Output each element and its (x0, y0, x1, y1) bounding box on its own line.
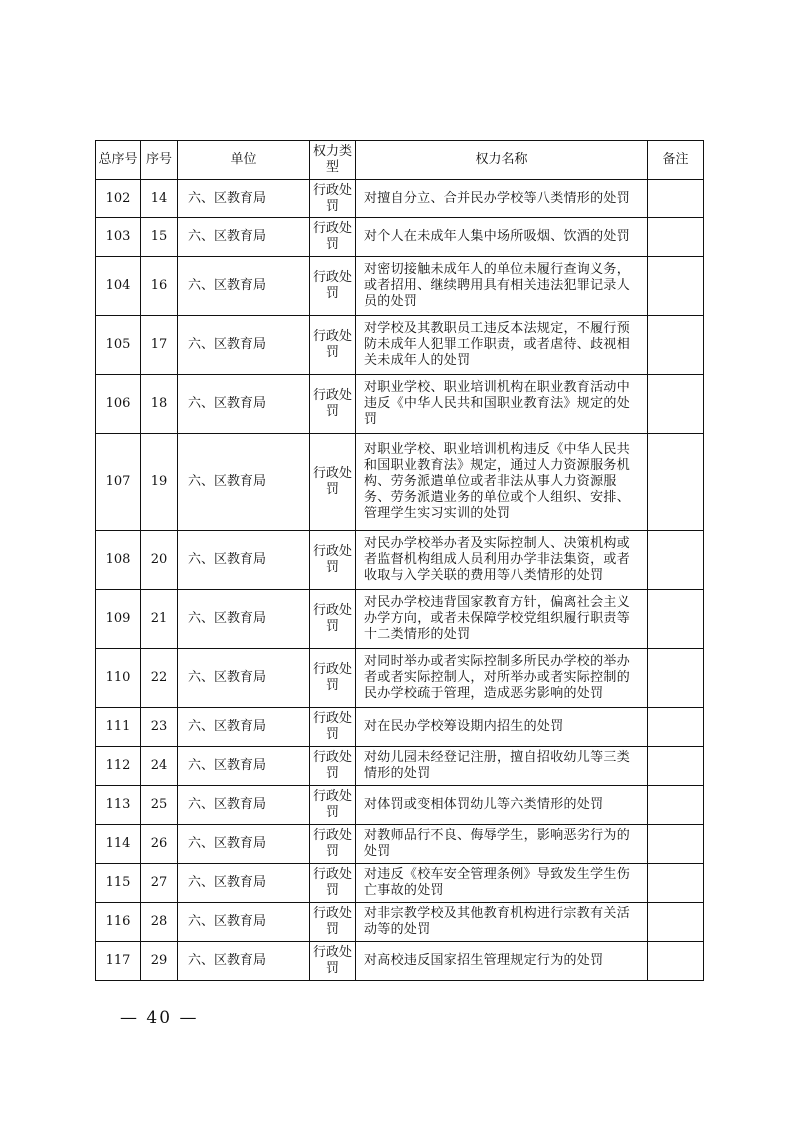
seq-cell: 29 (141, 942, 178, 981)
total-seq-cell: 114 (96, 825, 141, 864)
table-row (96, 747, 704, 786)
power-list-table (95, 140, 704, 981)
remark-cell (648, 786, 704, 825)
unit-cell: 六、区教育局 (178, 864, 310, 903)
remark-cell (648, 747, 704, 786)
power-type-cell: 行政处罚 (310, 825, 356, 864)
power-name-cell: 对民办学校违背国家教育方针，偏离社会主义办学方向，或者未保障学校党组织履行职责等十二类情形的处罚 (356, 590, 648, 649)
power-name-cell: 对密切接触未成年人的单位未履行查询义务，或者招用、继续聘用具有相关违法犯罪记录人员的处罚 (356, 257, 648, 316)
power-type-cell: 行政处罚 (310, 864, 356, 903)
table-row (96, 531, 704, 590)
header-seq: 序号 (141, 141, 178, 180)
total-seq-cell: 109 (96, 590, 141, 649)
power-type-cell: 行政处罚 (310, 903, 356, 942)
header-power-type: 权力类型 (310, 141, 356, 180)
remark-cell (648, 434, 704, 531)
seq-cell: 24 (141, 747, 178, 786)
remark-cell (648, 316, 704, 375)
total-seq-cell: 108 (96, 531, 141, 590)
header-row (96, 141, 704, 180)
remark-cell (648, 649, 704, 708)
table-body (96, 180, 704, 981)
seq-cell: 23 (141, 708, 178, 747)
power-name-cell: 对高校违反国家招生管理规定行为的处罚 (356, 942, 648, 981)
power-type-cell: 行政处罚 (310, 375, 356, 434)
total-seq-cell: 111 (96, 708, 141, 747)
seq-cell: 14 (141, 180, 178, 218)
unit-cell: 六、区教育局 (178, 257, 310, 316)
remark-cell (648, 708, 704, 747)
remark-cell (648, 903, 704, 942)
remark-cell (648, 257, 704, 316)
unit-cell: 六、区教育局 (178, 903, 310, 942)
unit-cell: 六、区教育局 (178, 434, 310, 531)
remark-cell (648, 942, 704, 981)
seq-cell: 18 (141, 375, 178, 434)
power-name-cell: 对在民办学校筹设期内招生的处罚 (356, 708, 648, 747)
power-name-cell: 对同时举办或者实际控制多所民办学校的举办者或者实际控制人，对所举办或者实际控制的民办学校疏于管理，造成恶劣影响的处罚 (356, 649, 648, 708)
power-type-cell: 行政处罚 (310, 218, 356, 257)
unit-cell: 六、区教育局 (178, 590, 310, 649)
remark-cell (648, 531, 704, 590)
unit-cell: 六、区教育局 (178, 316, 310, 375)
unit-cell: 六、区教育局 (178, 786, 310, 825)
header-unit: 单位 (178, 141, 310, 180)
remark-cell (648, 590, 704, 649)
power-name-cell: 对体罚或变相体罚幼儿等六类情形的处罚 (356, 786, 648, 825)
power-type-cell: 行政处罚 (310, 590, 356, 649)
unit-cell: 六、区教育局 (178, 942, 310, 981)
power-name-cell: 对幼儿园未经登记注册，擅自招收幼儿等三类情形的处罚 (356, 747, 648, 786)
power-type-cell: 行政处罚 (310, 649, 356, 708)
total-seq-cell: 103 (96, 218, 141, 257)
remark-cell (648, 375, 704, 434)
table-row (96, 375, 704, 434)
seq-cell: 21 (141, 590, 178, 649)
seq-cell: 26 (141, 825, 178, 864)
total-seq-cell: 117 (96, 942, 141, 981)
header-remark: 备注 (648, 141, 704, 180)
table-row (96, 218, 704, 257)
unit-cell: 六、区教育局 (178, 649, 310, 708)
total-seq-cell: 113 (96, 786, 141, 825)
power-type-cell: 行政处罚 (310, 786, 356, 825)
remark-cell (648, 180, 704, 218)
seq-cell: 17 (141, 316, 178, 375)
power-name-cell: 对学校及其教职员工违反本法规定，不履行预防未成年人犯罪工作职责，或者虐待、歧视相关未成年人的处罚 (356, 316, 648, 375)
total-seq-cell: 102 (96, 180, 141, 218)
total-seq-cell: 106 (96, 375, 141, 434)
power-name-cell: 对非宗教学校及其他教育机构进行宗教有关活动等的处罚 (356, 903, 648, 942)
seq-cell: 16 (141, 257, 178, 316)
total-seq-cell: 116 (96, 903, 141, 942)
power-type-cell: 行政处罚 (310, 942, 356, 981)
power-name-cell: 对民办学校举办者及实际控制人、决策机构或者监督机构组成人员利用办学非法集资，或者收取与入学关联的费用等八类情形的处罚 (356, 531, 648, 590)
power-name-cell: 对违反《校车安全管理条例》导致发生学生伤亡事故的处罚 (356, 864, 648, 903)
header-total-seq: 总序号 (96, 141, 141, 180)
seq-cell: 15 (141, 218, 178, 257)
remark-cell (648, 864, 704, 903)
table-row (96, 649, 704, 708)
table-row (96, 786, 704, 825)
table-header (96, 141, 704, 180)
table-row (96, 257, 704, 316)
total-seq-cell: 110 (96, 649, 141, 708)
table-row (96, 825, 704, 864)
unit-cell: 六、区教育局 (178, 747, 310, 786)
table-row (96, 180, 704, 218)
seq-cell: 25 (141, 786, 178, 825)
power-type-cell: 行政处罚 (310, 180, 356, 218)
power-type-cell: 行政处罚 (310, 708, 356, 747)
unit-cell: 六、区教育局 (178, 708, 310, 747)
power-type-cell: 行政处罚 (310, 434, 356, 531)
total-seq-cell: 115 (96, 864, 141, 903)
table-row (96, 942, 704, 981)
seq-cell: 19 (141, 434, 178, 531)
power-name-cell: 对擅自分立、合并民办学校等八类情形的处罚 (356, 180, 648, 218)
table-row (96, 434, 704, 531)
total-seq-cell: 107 (96, 434, 141, 531)
remark-cell (648, 825, 704, 864)
unit-cell: 六、区教育局 (178, 531, 310, 590)
page-number: — 40 — (120, 1008, 199, 1028)
power-name-cell: 对职业学校、职业培训机构在职业教育活动中违反《中华人民共和国职业教育法》规定的处罚 (356, 375, 648, 434)
table-row (96, 590, 704, 649)
seq-cell: 20 (141, 531, 178, 590)
remark-cell (648, 218, 704, 257)
power-type-cell: 行政处罚 (310, 316, 356, 375)
power-type-cell: 行政处罚 (310, 257, 356, 316)
power-type-cell: 行政处罚 (310, 531, 356, 590)
table-row (96, 903, 704, 942)
power-name-cell: 对职业学校、职业培训机构违反《中华人民共和国职业教育法》规定，通过人力资源服务机构、劳务派遣单位或者非法从事人力资源服务、劳务派遣业务的单位或个人组织、安排、管理学生实习实训的处罚 (356, 434, 648, 531)
total-seq-cell: 105 (96, 316, 141, 375)
table-row (96, 316, 704, 375)
total-seq-cell: 104 (96, 257, 141, 316)
unit-cell: 六、区教育局 (178, 375, 310, 434)
unit-cell: 六、区教育局 (178, 180, 310, 218)
power-type-cell: 行政处罚 (310, 747, 356, 786)
table-row (96, 708, 704, 747)
power-name-cell: 对个人在未成年人集中场所吸烟、饮酒的处罚 (356, 218, 648, 257)
seq-cell: 27 (141, 864, 178, 903)
unit-cell: 六、区教育局 (178, 825, 310, 864)
unit-cell: 六、区教育局 (178, 218, 310, 257)
total-seq-cell: 112 (96, 747, 141, 786)
seq-cell: 22 (141, 649, 178, 708)
table-row (96, 864, 704, 903)
power-name-cell: 对教师品行不良、侮辱学生，影响恶劣行为的处罚 (356, 825, 648, 864)
seq-cell: 28 (141, 903, 178, 942)
header-power-name: 权力名称 (356, 141, 648, 180)
